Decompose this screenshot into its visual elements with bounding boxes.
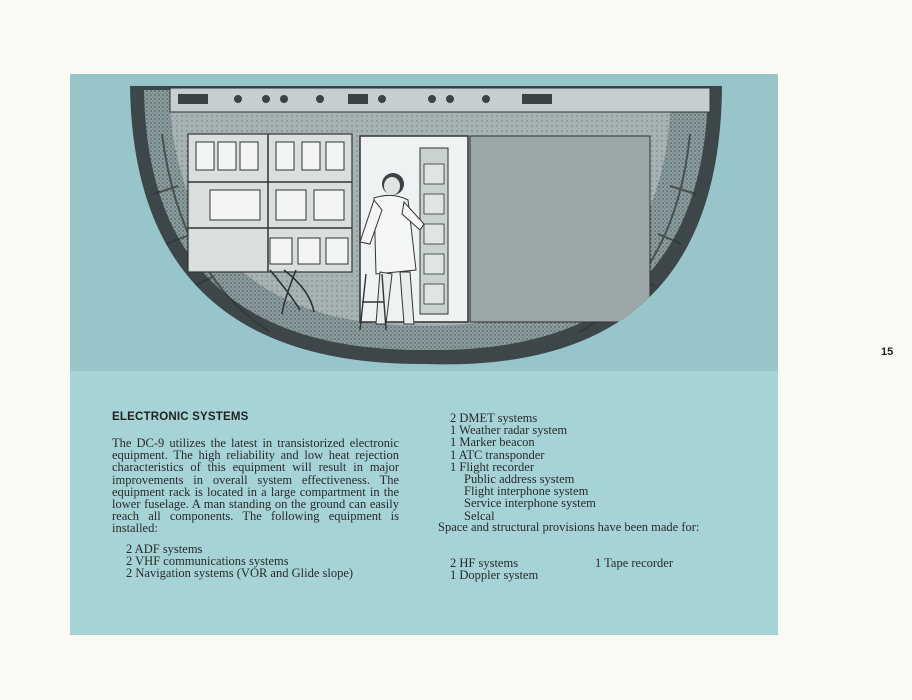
section-body-paragraph: The DC-9 utilizes the latest in transistorized electronic equipment. The high reliability and low heat rejection characteristics of this equipment will result in major improvements in overall system effectiveness. The equipment rack is located in a large compartment in the lower fuselage. A man standing on the ground can easily reach all components. The following equipment is installed: xyxy=(112,436,399,536)
equipment-item: 1 ATC transponder xyxy=(450,447,545,462)
equipment-item: 2 VHF communications systems xyxy=(126,554,289,569)
fuselage-electronics-bay-drawing-icon xyxy=(70,74,778,371)
equipment-item: 2 ADF systems xyxy=(126,542,203,556)
installed-equipment-list-left xyxy=(126,543,353,580)
provision-item: 2 HF systems xyxy=(450,556,519,570)
page-number: 15 xyxy=(881,346,894,358)
electronics-bay-illustration xyxy=(70,74,778,371)
provisions-paragraph: Space and structural provisions have been made for: xyxy=(438,520,700,534)
provisions-list-col1 xyxy=(450,557,538,581)
equipment-item: 2 DMET systems xyxy=(450,411,538,425)
equipment-item: 1 Marker beacon xyxy=(450,435,535,450)
electronic-systems-section xyxy=(70,371,778,635)
equipment-item: 1 Flight recorder xyxy=(450,459,535,474)
equipment-item: 1 Weather radar system xyxy=(450,423,568,438)
equipment-item: Public address system xyxy=(464,472,575,487)
installed-equipment-list-right xyxy=(450,412,596,522)
equipment-item: 2 Navigation systems (VOR and Glide slope) xyxy=(126,566,354,581)
provision-item: 1 Tape recorder xyxy=(595,556,674,570)
section-heading: ELECTRONIC SYSTEMS xyxy=(112,411,249,423)
equipment-item: Selcal xyxy=(464,508,495,523)
provision-item: 1 Doppler system xyxy=(450,568,539,583)
equipment-item: Service interphone system xyxy=(464,496,596,511)
content-panel xyxy=(70,74,778,635)
provisions-list-col2 xyxy=(595,557,673,569)
equipment-item: Flight interphone system xyxy=(464,484,589,499)
